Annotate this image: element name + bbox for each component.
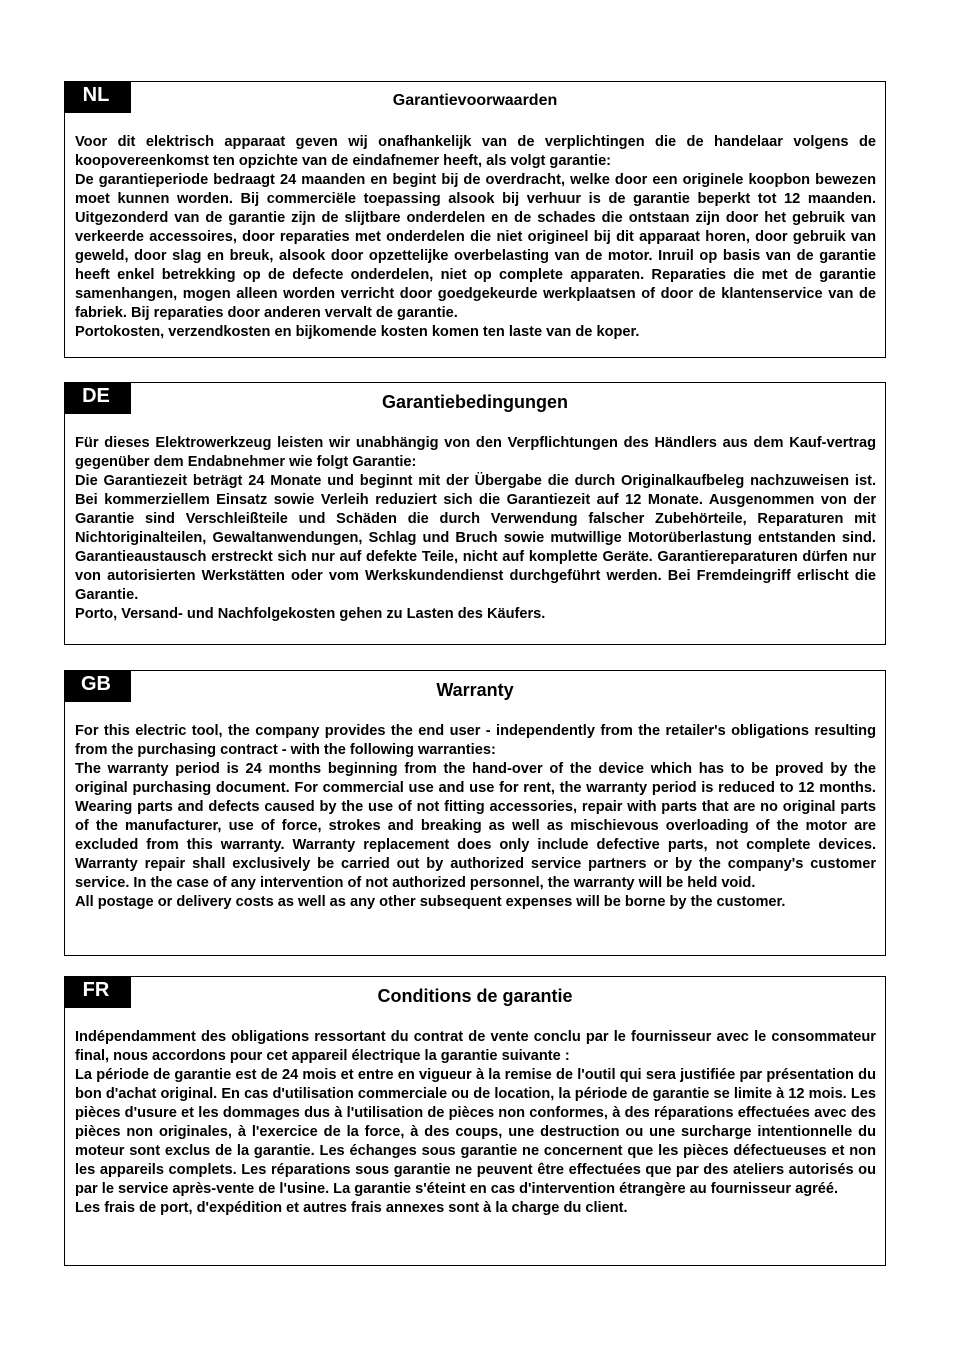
costs-paragraph: All postage or delivery costs as well as any other subsequent expenses will be borne by the customer. xyxy=(75,894,786,910)
costs-paragraph: Portokosten, verzendkosten en bijkomende kosten komen ten laste van de koper. xyxy=(75,324,640,340)
section-title: Garantievoorwaarden xyxy=(392,92,558,109)
terms-paragraph: De garantieperiode bedraagt 24 maanden en begint bij de overdracht, welke door een originele koopbon bewezen moet kunnen worden. Bij commerciële toepassing alsook bij verhuur is de garantie beperkt tot 12 maanden. Uitgezonderd van de garantie zijn de slijtbare onderdelen en de schades die ontstaan zijn door het gebruik van verkeerde accessoires, door reparaties met onderdelen die niet origineel bij dit apparaat horen, door gebruik van geweld, door slag en breuk, alsook door opzettelijke overbelasting van de motor. Inruil op basis van de garantie heeft enkel betrekking op de defecte onderdelen, niet op complete apparaten. Reparaties die met de garantie samenhangen, mogen alleen worden verricht door goedgekeurde werkplaatsen of door de klantenservice van de fabriek. Bij reparaties door anderen vervalt de garantie. xyxy=(75,172,876,321)
warranty-section-gb xyxy=(64,670,886,956)
section-body xyxy=(75,434,876,624)
warranty-section-nl xyxy=(64,81,886,358)
section-body xyxy=(75,133,876,342)
intro-paragraph: Voor dit elektrisch apparaat geven wij onafhankelijk van de verplichtingen die de handelaar volgens de koopovereenkomst ten opzichte van de eindafnemer heeft, als volgt garantie: xyxy=(75,134,876,169)
terms-paragraph: La période de garantie est de 24 mois et entre en vigueur à la remise de l'outil qui sera justifiée par présentation du bon d'achat original. En cas d'utilisation commerciale ou de location, la période de garantie se limite à 12 mois. Les pièces d'usure et les dommages dus à l'utilisation de pièces non conformes, à des réparations effectuées avec des pièces non originales, à l'exercice de la force, à des coups, une destruction ou une surcharge intentionnelle du moteur sont exclus de la garantie. Les échanges sous garantie ne concernent que les pièces défectueuses et non les appareils complets. Les réparations sous garantie ne peuvent être effectuées que par des ateliers autorisés ou par le service après-vente de l'usine. La garantie s'éteint en cas d'intervention étrangère au fournisseur agréé. xyxy=(75,1067,876,1197)
terms-paragraph: Die Garantiezeit beträgt 24 Monate und beginnt mit der Übergabe die durch Originalkaufbeleg nachzuweisen ist. Bei kommerziellem Einsatz sowie Verleih reduziert sich die Garantiezeit auf 12 Monate. Ausgenommen von der Garantie sind Verschleißteile und Schäden die durch Verwendung falscher Zubehörteile, Reparaturen mit Nichtoriginalteilen, Gewaltanwendungen, Schlag und Bruch sowie mutwillige Motorüberlastung entstanden sind. Garantieaustausch erstreckt sich nur auf defekte Teile, nicht auf komplette Geräte. Garantiereparaturen dürfen nur von autorisierten Werkstätten oder vom Werkskundendienst durchgeführt werden. Bei Fremdeingriff erlischt die Garantie. xyxy=(75,473,876,603)
section-body xyxy=(75,1028,876,1218)
section-body xyxy=(75,722,876,912)
intro-paragraph: For this electric tool, the company provides the end user - independently from the retailer's obligations resulting from the purchasing contract - with the following warranties: xyxy=(75,723,876,758)
section-title: Conditions de garantie xyxy=(377,986,573,1006)
terms-paragraph: The warranty period is 24 months beginning from the hand-over of the device which has to be proved by the original purchasing document. For commercial use and use for rent, the warranty period is reduced to 12 months. Wearing parts and defects caused by the use of not fitting accessories, repair with parts that are no original parts of the manufacturer, use of force, strokes and breaking as well as mischievous overloading of the motor are excluded from this warranty. Warranty replacement does only include defective parts, not complete devices. Warranty repair shall exclusively be carried out by authorized service partners or by the company's customer service. In the case of any intervention of not authorized personnel, the warranty will be held void. xyxy=(75,761,876,891)
section-title: Warranty xyxy=(436,680,514,700)
warranty-section-fr xyxy=(64,976,886,1266)
language-tag: GB xyxy=(65,671,131,702)
costs-paragraph: Porto, Versand- und Nachfolgekosten gehen zu Lasten des Käufers. xyxy=(75,606,546,622)
warranty-section-de xyxy=(64,382,886,645)
intro-paragraph: Für dieses Elektrowerkzeug leisten wir unabhängig von den Verpflichtungen des Händlers aus dem Kauf-vertrag gegenüber dem Endabnehmer wie folgt Garantie: xyxy=(75,435,876,470)
language-tag: FR xyxy=(65,977,131,1008)
section-title: Garantiebedingungen xyxy=(381,392,568,412)
language-tag: DE xyxy=(65,383,131,414)
costs-paragraph: Les frais de port, d'expédition et autres frais annexes sont à la charge du client. xyxy=(75,1200,628,1216)
language-tag: NL xyxy=(65,82,131,113)
intro-paragraph: Indépendamment des obligations ressortant du contrat de vente conclu par le fournisseur avec le consommateur final, nous accordons pour cet appareil électrique la garantie suivante : xyxy=(75,1029,876,1064)
